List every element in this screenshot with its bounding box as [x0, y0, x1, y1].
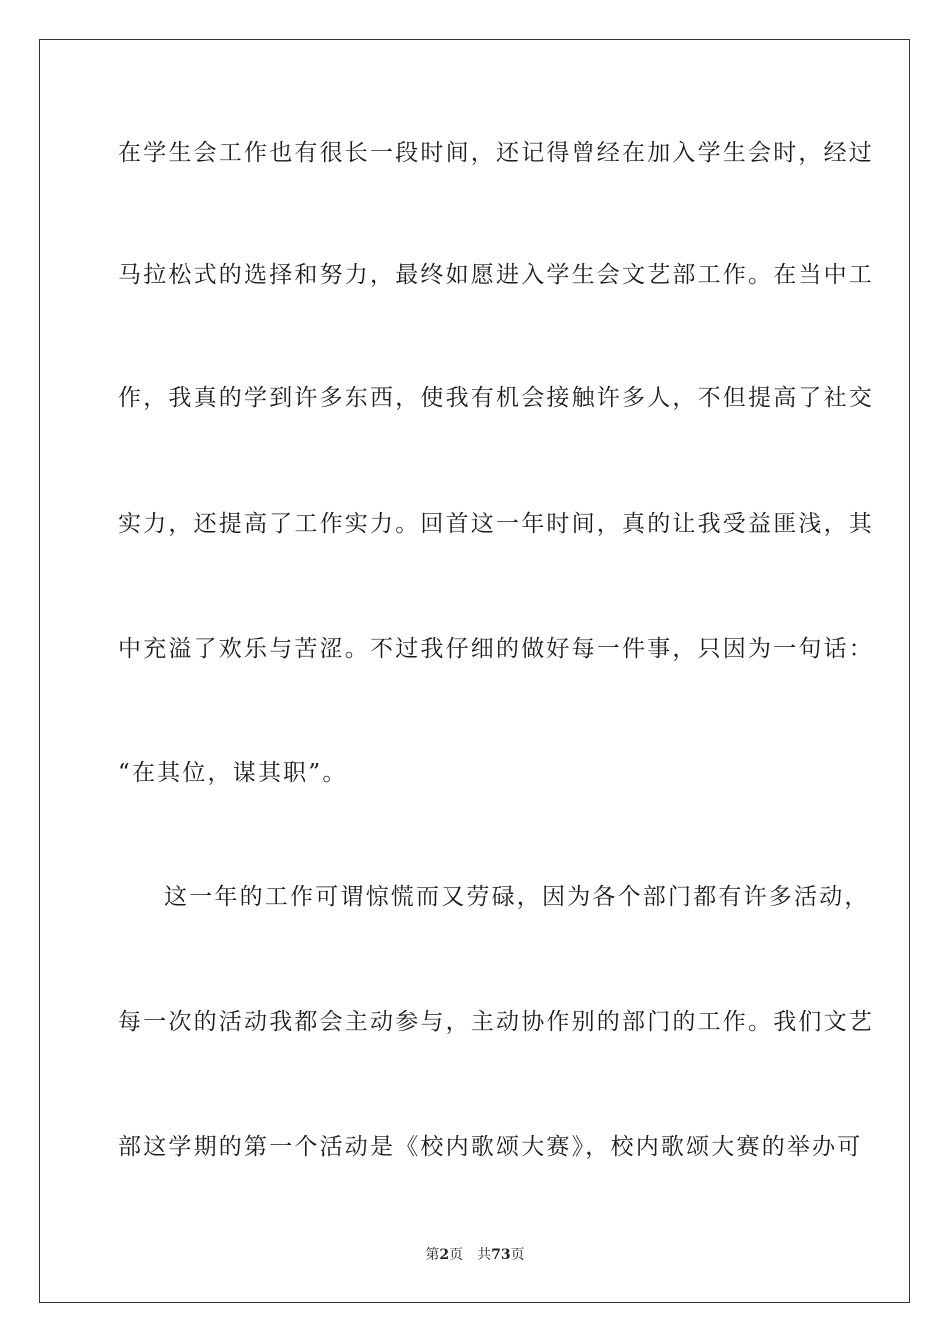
body-line-6: “在其位，谋其职”。 [118, 760, 348, 786]
footer-page-prefix: 第 [425, 1247, 440, 1263]
page-footer [0, 1245, 950, 1265]
footer-page-current: 2 [439, 1247, 450, 1263]
body-line-9: 部这学期的第一个活动是《校内歌颂大赛》，校内歌颂大赛的举办可 [118, 1134, 863, 1160]
footer-total-prefix: 共 [477, 1247, 492, 1263]
body-line-7-paragraph-start: 这一年的工作可谓惊慌而又劳碌，因为各个部门都有许多活动， [164, 884, 870, 910]
body-line-1: 在学生会工作也有很长一段时间，还记得曾经在加入学生会时，经过 [118, 140, 874, 166]
footer-total-suffix: 页 [510, 1247, 525, 1263]
footer-page-total: 73 [491, 1247, 511, 1263]
body-line-8: 每一次的活动我都会主动参与，主动协作别的部门的工作。我们文艺 [118, 1009, 874, 1035]
body-line-3: 作，我真的学到许多东西，使我有机会接触许多人，不但提高了社交 [118, 385, 874, 411]
body-line-5: 中充溢了欢乐与苦涩。不过我仔细的做好每一件事，只因为一句话： [118, 636, 874, 662]
body-line-2: 马拉松式的选择和努力，最终如愿进入学生会文艺部工作。在当中工 [118, 262, 874, 288]
page-frame [39, 39, 910, 1303]
footer-page-suffix: 页 [449, 1247, 464, 1263]
body-line-4: 实力，还提高了工作实力。回首这一年时间，真的让我受益匪浅，其 [118, 511, 874, 537]
